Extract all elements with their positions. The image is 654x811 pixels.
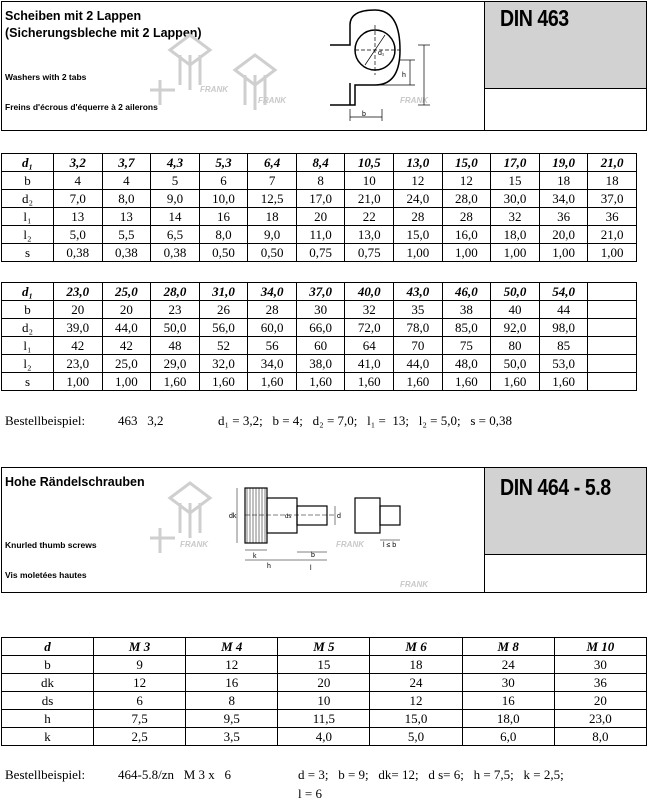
table-cell: 92,0 — [491, 319, 540, 337]
table-cell: 64 — [345, 337, 394, 355]
table-cell: 37,0 — [588, 190, 637, 208]
table-row — [2, 710, 647, 728]
table-cell: 20 — [554, 692, 646, 710]
table-cell: 85,0 — [442, 319, 491, 337]
row-label: d₁ — [2, 283, 54, 301]
table-cell: 48 — [151, 337, 200, 355]
table-cell: 1,60 — [151, 373, 200, 391]
table-cell: 12 — [370, 692, 462, 710]
din463-label: DIN 463 — [500, 5, 569, 31]
table-cell: 0,75 — [345, 244, 394, 262]
table-cell: 28,0 — [442, 190, 491, 208]
table-cell: 18 — [539, 172, 588, 190]
din464-example-label: Bestellbeispiel: — [5, 767, 86, 782]
din463-example-label: Bestellbeispiel: — [5, 413, 86, 428]
table-cell: 50,0 — [151, 319, 200, 337]
table-cell: 10,5 — [345, 154, 394, 172]
table-cell: 9,0 — [248, 226, 297, 244]
din464-title-de: Hohe Rändelschrauben — [5, 475, 145, 489]
table-cell: 1,60 — [394, 373, 443, 391]
drawing-label-b: b — [362, 111, 366, 118]
table-cell: 15,0 — [442, 154, 491, 172]
table-cell: 78,0 — [394, 319, 443, 337]
table-cell: 26 — [199, 301, 248, 319]
row-label: l₁ — [2, 337, 54, 355]
table-cell: 44 — [539, 301, 588, 319]
table-cell: 42 — [102, 337, 151, 355]
table-cell: 10,0 — [199, 190, 248, 208]
table-cell: 32 — [491, 208, 540, 226]
table-cell: 19,0 — [539, 154, 588, 172]
table-cell: 1,60 — [442, 373, 491, 391]
table-header-row — [2, 638, 647, 656]
table-cell: 8 — [186, 692, 278, 710]
column-header: d — [2, 638, 94, 656]
thumb-screw-drawing — [225, 478, 425, 573]
row-label: l₁ — [2, 208, 54, 226]
table-cell: 54,0 — [539, 283, 588, 301]
table-cell: 16 — [186, 674, 278, 692]
table-cell — [588, 373, 637, 391]
table-cell: 5,3 — [199, 154, 248, 172]
table-cell: 9,0 — [151, 190, 200, 208]
row-label: l₂ — [2, 355, 54, 373]
table-cell: 24 — [370, 674, 462, 692]
table-cell: 36 — [539, 208, 588, 226]
table-cell: 1,60 — [539, 373, 588, 391]
table-cell: 14 — [151, 208, 200, 226]
table-cell: 4 — [102, 172, 151, 190]
column-header: M 3 — [94, 638, 186, 656]
row-label: l₂ — [2, 226, 54, 244]
table-cell: 15,0 — [394, 226, 443, 244]
table-cell: 1,60 — [345, 373, 394, 391]
column-header: M 6 — [370, 638, 462, 656]
column-header: M 4 — [186, 638, 278, 656]
table-cell: 17,0 — [296, 190, 345, 208]
table-row — [2, 728, 647, 746]
din463-title-fr: Freins d'écrous d'équerre à 2 ailerons — [5, 102, 158, 112]
drawing-label-b: b — [311, 552, 315, 559]
table-cell: 3,2 — [54, 154, 103, 172]
din464-table — [1, 637, 647, 746]
table-cell: 7,0 — [54, 190, 103, 208]
din463-title-de-1: Scheiben mit 2 Lappen — [5, 9, 142, 23]
table-row — [2, 226, 637, 244]
table-cell: 23,0 — [554, 710, 646, 728]
table-cell: 12,5 — [248, 190, 297, 208]
table-cell: 38 — [442, 301, 491, 319]
table-cell: 9 — [94, 656, 186, 674]
table-row — [2, 172, 637, 190]
table-cell: 34,0 — [539, 190, 588, 208]
table-cell: 66,0 — [296, 319, 345, 337]
table-cell: 31,0 — [199, 283, 248, 301]
table-cell: 60,0 — [248, 319, 297, 337]
table-cell: 53,0 — [539, 355, 588, 373]
table-cell: 8,0 — [199, 226, 248, 244]
table-cell: 18 — [370, 656, 462, 674]
table-cell: 24,0 — [394, 190, 443, 208]
row-label: d₁ — [2, 154, 54, 172]
row-label: d₂ — [2, 319, 54, 337]
table-cell: 25,0 — [102, 283, 151, 301]
table-cell: 5,0 — [370, 728, 462, 746]
table-cell: 37,0 — [296, 283, 345, 301]
din463-table-1 — [1, 153, 637, 262]
table-cell: 40 — [491, 301, 540, 319]
din463-title-de-2: (Sicherungsbleche mit 2 Lappen) — [5, 26, 202, 40]
table-row — [2, 337, 637, 355]
table-cell: 18,0 — [462, 710, 554, 728]
table-cell: 23 — [151, 301, 200, 319]
table-cell: 18,0 — [491, 226, 540, 244]
table-cell: 20 — [296, 208, 345, 226]
table-cell: 52 — [199, 337, 248, 355]
drawing-label-l-le-b: l ≤ b — [383, 542, 397, 549]
table-cell: 3,7 — [102, 154, 151, 172]
washer-drawing — [320, 5, 460, 127]
table-cell: 60 — [296, 337, 345, 355]
table-cell: 50,0 — [491, 283, 540, 301]
table-cell: 13,0 — [394, 154, 443, 172]
watermark-text-5: FRANK — [336, 540, 364, 549]
table-cell: 42 — [54, 337, 103, 355]
watermark-text-2: FRANK — [258, 96, 286, 105]
table-cell: 1,60 — [296, 373, 345, 391]
table-cell: 8,4 — [296, 154, 345, 172]
din464-title-en: Knurled thumb screws — [5, 540, 97, 550]
table-cell: 15 — [491, 172, 540, 190]
table-cell: 0,50 — [199, 244, 248, 262]
drawing-label-l: l — [310, 565, 312, 572]
table-cell: 23,0 — [54, 283, 103, 301]
table-cell: 0,50 — [248, 244, 297, 262]
row-label: b — [2, 656, 94, 674]
table-cell: 34,0 — [248, 355, 297, 373]
watermark-text-4: FRANK — [180, 540, 208, 549]
din464-label: DIN 464 - 5.8 — [500, 474, 611, 500]
table-cell: 56,0 — [199, 319, 248, 337]
table-cell: 28 — [394, 208, 443, 226]
table-cell: 6,4 — [248, 154, 297, 172]
table-cell: 25,0 — [102, 355, 151, 373]
table-cell: 34,0 — [248, 283, 297, 301]
table-cell: 18 — [588, 172, 637, 190]
table-cell — [588, 337, 637, 355]
din464-din-box-lower — [484, 554, 647, 593]
row-label: dk — [2, 674, 94, 692]
table-cell: 1,60 — [199, 373, 248, 391]
table-cell: 3,5 — [186, 728, 278, 746]
table-cell: 15,0 — [370, 710, 462, 728]
table-cell: 6,0 — [462, 728, 554, 746]
table-cell: 1,00 — [588, 244, 637, 262]
table-cell: 29,0 — [151, 355, 200, 373]
table-cell: 30 — [296, 301, 345, 319]
table-cell: 1,00 — [54, 373, 103, 391]
table-cell: 32 — [345, 301, 394, 319]
table-cell: 20 — [102, 301, 151, 319]
table-cell: 13 — [54, 208, 103, 226]
row-label: s — [2, 244, 54, 262]
table-cell: 15 — [278, 656, 370, 674]
table-cell: 9,5 — [186, 710, 278, 728]
table-cell: 36 — [588, 208, 637, 226]
din463-title-en: Washers with 2 tabs — [5, 72, 87, 82]
table-cell: 30,0 — [491, 190, 540, 208]
table-cell: 7,5 — [94, 710, 186, 728]
drawing-label-k: k — [253, 553, 257, 560]
table-cell: 28 — [248, 301, 297, 319]
table-row — [2, 208, 637, 226]
table-cell: 40,0 — [345, 283, 394, 301]
table-cell: 10 — [345, 172, 394, 190]
table-cell: 1,60 — [491, 373, 540, 391]
table-cell: 6 — [199, 172, 248, 190]
table-cell: 22 — [345, 208, 394, 226]
table-cell: 72,0 — [345, 319, 394, 337]
table-cell: 17,0 — [491, 154, 540, 172]
table-cell: 24 — [462, 656, 554, 674]
table-cell: 12 — [94, 674, 186, 692]
table-cell: 5 — [151, 172, 200, 190]
din463-table-2 — [1, 282, 637, 391]
watermark-text-1: FRANK — [200, 85, 228, 94]
table-row — [2, 656, 647, 674]
table-cell: 18 — [248, 208, 297, 226]
table-cell: 8 — [296, 172, 345, 190]
din464-example-values-1: d = 3; b = 9; dk= 12; d s= 6; h = 7,5; k = 2,5; — [298, 767, 564, 782]
table-cell: 16 — [199, 208, 248, 226]
table-cell: 44,0 — [102, 319, 151, 337]
table-row — [2, 373, 637, 391]
table-cell: 0,38 — [151, 244, 200, 262]
table-cell: 41,0 — [345, 355, 394, 373]
table-cell: 30 — [462, 674, 554, 692]
table-row — [2, 692, 647, 710]
din463-example-values: d₁ = 3,2; b = 4; d₂ = 7,0; l₁ = 13; l₂ = 5,0; s = 0,38 — [218, 413, 512, 428]
row-label: d₂ — [2, 190, 54, 208]
table-cell: 4,0 — [278, 728, 370, 746]
din463-example-code: 463 3,2 — [118, 413, 164, 428]
row-label: k — [2, 728, 94, 746]
drawing-label-h: h — [267, 563, 271, 570]
table-cell: 12 — [394, 172, 443, 190]
table-cell: 16,0 — [442, 226, 491, 244]
table-cell: 2,5 — [94, 728, 186, 746]
table-row — [2, 244, 637, 262]
table-cell: 13,0 — [345, 226, 394, 244]
table-cell: 30 — [554, 656, 646, 674]
table-cell: 21,0 — [588, 154, 637, 172]
table-cell: 6,5 — [151, 226, 200, 244]
table-cell: 36 — [554, 674, 646, 692]
table-cell: 1,00 — [491, 244, 540, 262]
table-cell: 70 — [394, 337, 443, 355]
table-cell: 35 — [394, 301, 443, 319]
table-cell: 0,38 — [54, 244, 103, 262]
table-cell — [588, 301, 637, 319]
table-cell: 43,0 — [394, 283, 443, 301]
watermark-text-6: FRANK — [400, 580, 428, 589]
row-label: ds — [2, 692, 94, 710]
table-cell: 4 — [54, 172, 103, 190]
table-cell: 16 — [462, 692, 554, 710]
table-cell: 1,00 — [394, 244, 443, 262]
table-cell: 23,0 — [54, 355, 103, 373]
table-row — [2, 283, 637, 301]
table-cell: 20,0 — [539, 226, 588, 244]
table-row — [2, 154, 637, 172]
table-cell: 1,00 — [539, 244, 588, 262]
din463-din-box-lower — [484, 88, 647, 131]
din464-example-code: 464-5.8/zn M 3 x 6 — [118, 767, 232, 782]
table-cell: 39,0 — [54, 319, 103, 337]
frank-logo-watermark — [140, 30, 290, 125]
table-cell: 32,0 — [199, 355, 248, 373]
table-row — [2, 355, 637, 373]
table-cell: 10 — [278, 692, 370, 710]
table-cell: 98,0 — [539, 319, 588, 337]
table-cell: 21,0 — [345, 190, 394, 208]
table-cell: 20 — [278, 674, 370, 692]
column-header: M 8 — [462, 638, 554, 656]
table-cell: 11,5 — [278, 710, 370, 728]
table-cell: 8,0 — [554, 728, 646, 746]
table-cell: 4,3 — [151, 154, 200, 172]
table-cell: 1,60 — [248, 373, 297, 391]
column-header: M 10 — [554, 638, 646, 656]
table-cell: 0,75 — [296, 244, 345, 262]
drawing-label-h: h — [402, 72, 406, 79]
table-cell: 44,0 — [394, 355, 443, 373]
table-cell: 56 — [248, 337, 297, 355]
table-cell: 28,0 — [151, 283, 200, 301]
table-cell: 46,0 — [442, 283, 491, 301]
table-cell — [588, 319, 637, 337]
drawing-label-d: d — [337, 513, 341, 520]
row-label: b — [2, 301, 54, 319]
table-cell: 1,00 — [102, 373, 151, 391]
table-cell: 6 — [94, 692, 186, 710]
table-cell: 85 — [539, 337, 588, 355]
table-cell: 1,00 — [442, 244, 491, 262]
table-cell: 20 — [54, 301, 103, 319]
drawing-label-ds: ds — [285, 514, 292, 520]
row-label: b — [2, 172, 54, 190]
column-header: M 5 — [278, 638, 370, 656]
table-cell: 75 — [442, 337, 491, 355]
din464-title-fr: Vis moletées hautes — [5, 570, 87, 580]
table-cell: 5,0 — [54, 226, 103, 244]
table-cell: 12 — [442, 172, 491, 190]
table-cell: 80 — [491, 337, 540, 355]
table-cell: 5,5 — [102, 226, 151, 244]
din464-example-values-2: l = 6 — [298, 786, 322, 801]
table-cell: 12 — [186, 656, 278, 674]
table-cell: 50,0 — [491, 355, 540, 373]
watermark-text-3: FRANK — [400, 96, 428, 105]
drawing-label-dk: dk — [229, 513, 237, 520]
table-cell: 13 — [102, 208, 151, 226]
table-cell — [588, 355, 637, 373]
table-row — [2, 319, 637, 337]
table-cell: 11,0 — [296, 226, 345, 244]
row-label: h — [2, 710, 94, 728]
table-cell: 7 — [248, 172, 297, 190]
table-row — [2, 190, 637, 208]
table-cell: 38,0 — [296, 355, 345, 373]
table-row — [2, 674, 647, 692]
table-cell — [588, 283, 637, 301]
table-cell: 28 — [442, 208, 491, 226]
drawing-label-d1: d₁ — [378, 50, 385, 57]
table-cell: 21,0 — [588, 226, 637, 244]
table-cell: 48,0 — [442, 355, 491, 373]
table-cell: 0,38 — [102, 244, 151, 262]
row-label: s — [2, 373, 54, 391]
table-row — [2, 301, 637, 319]
table-cell: 8,0 — [102, 190, 151, 208]
